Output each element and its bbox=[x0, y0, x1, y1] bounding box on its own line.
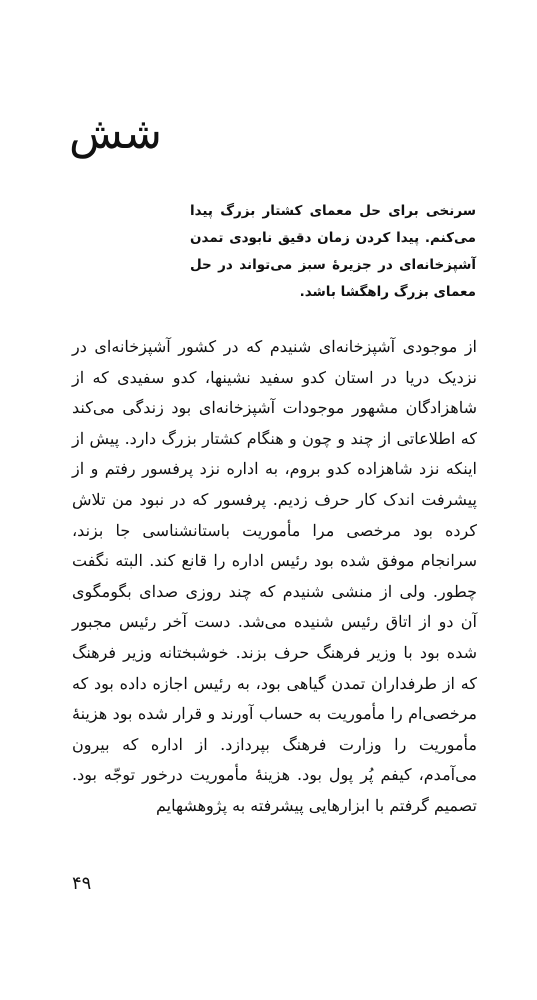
chapter-summary: سرنخی برای حل معمای کشتار بزرگ پیدا می‌کنم. پیدا کردن زمان دقیق نابودی تمدن آشپزخانه‌ای در جزیرهٔ سبز می‌تواند در حل معمای بزرگ راهگشا باشد. bbox=[190, 203, 476, 300]
body-paragraph: از موجودی آشپزخانه‌ای شنیدم که در کشور آشپزخانه‌ای در نزدیک دریا در استان کدو سفید نشینها، کدو سفیدی که از شاهزادگان مشهور موجودات آشپزخانه‌ای بود زندگی می‌کند که اطلاعاتی از چند و چون و هنگام کشتار بزرگ دارد. پیش از اینکه نزد شاهزاده کدو بروم، به اداره نزد پرفسور رفتم و از پیشرفت اندک کار حرف زدیم. پرفسور که در نبود من تلاش کرده بود مرخصی مرا مأموریت باستانشناسی جا بزند، سرانجام موفق شده بود رئیس اداره را قانع کند. البته نگفت چطور. ولی از منشی شنیدم که چند روزی صدای بگومگوی آن دو از اتاق رئیس شنیده می‌شد. دست آخر رئیس مجبور شده بود با وزیر فرهنگ حرف بزند. خوشبختانه وزیر فرهنگ که از طرفداران تمدن گیاهی بود، به رئیس اجازه داده بود که مرخصی‌ام را مأموریت به حساب آورند و قرار شده بود هزینهٔ مأموریت را وزارت فرهنگ بپردازد. از اداره که بیرون می‌آمدم، کیفم پُر پول بود. هزینهٔ مأموریت درخور توجّه بود. تصمیم گرفتم با ابزارهایی پیشرفته به پژوهشهایم bbox=[72, 337, 478, 815]
chapter-title: شش bbox=[69, 108, 162, 159]
page-number: ۴۹ bbox=[72, 873, 92, 894]
